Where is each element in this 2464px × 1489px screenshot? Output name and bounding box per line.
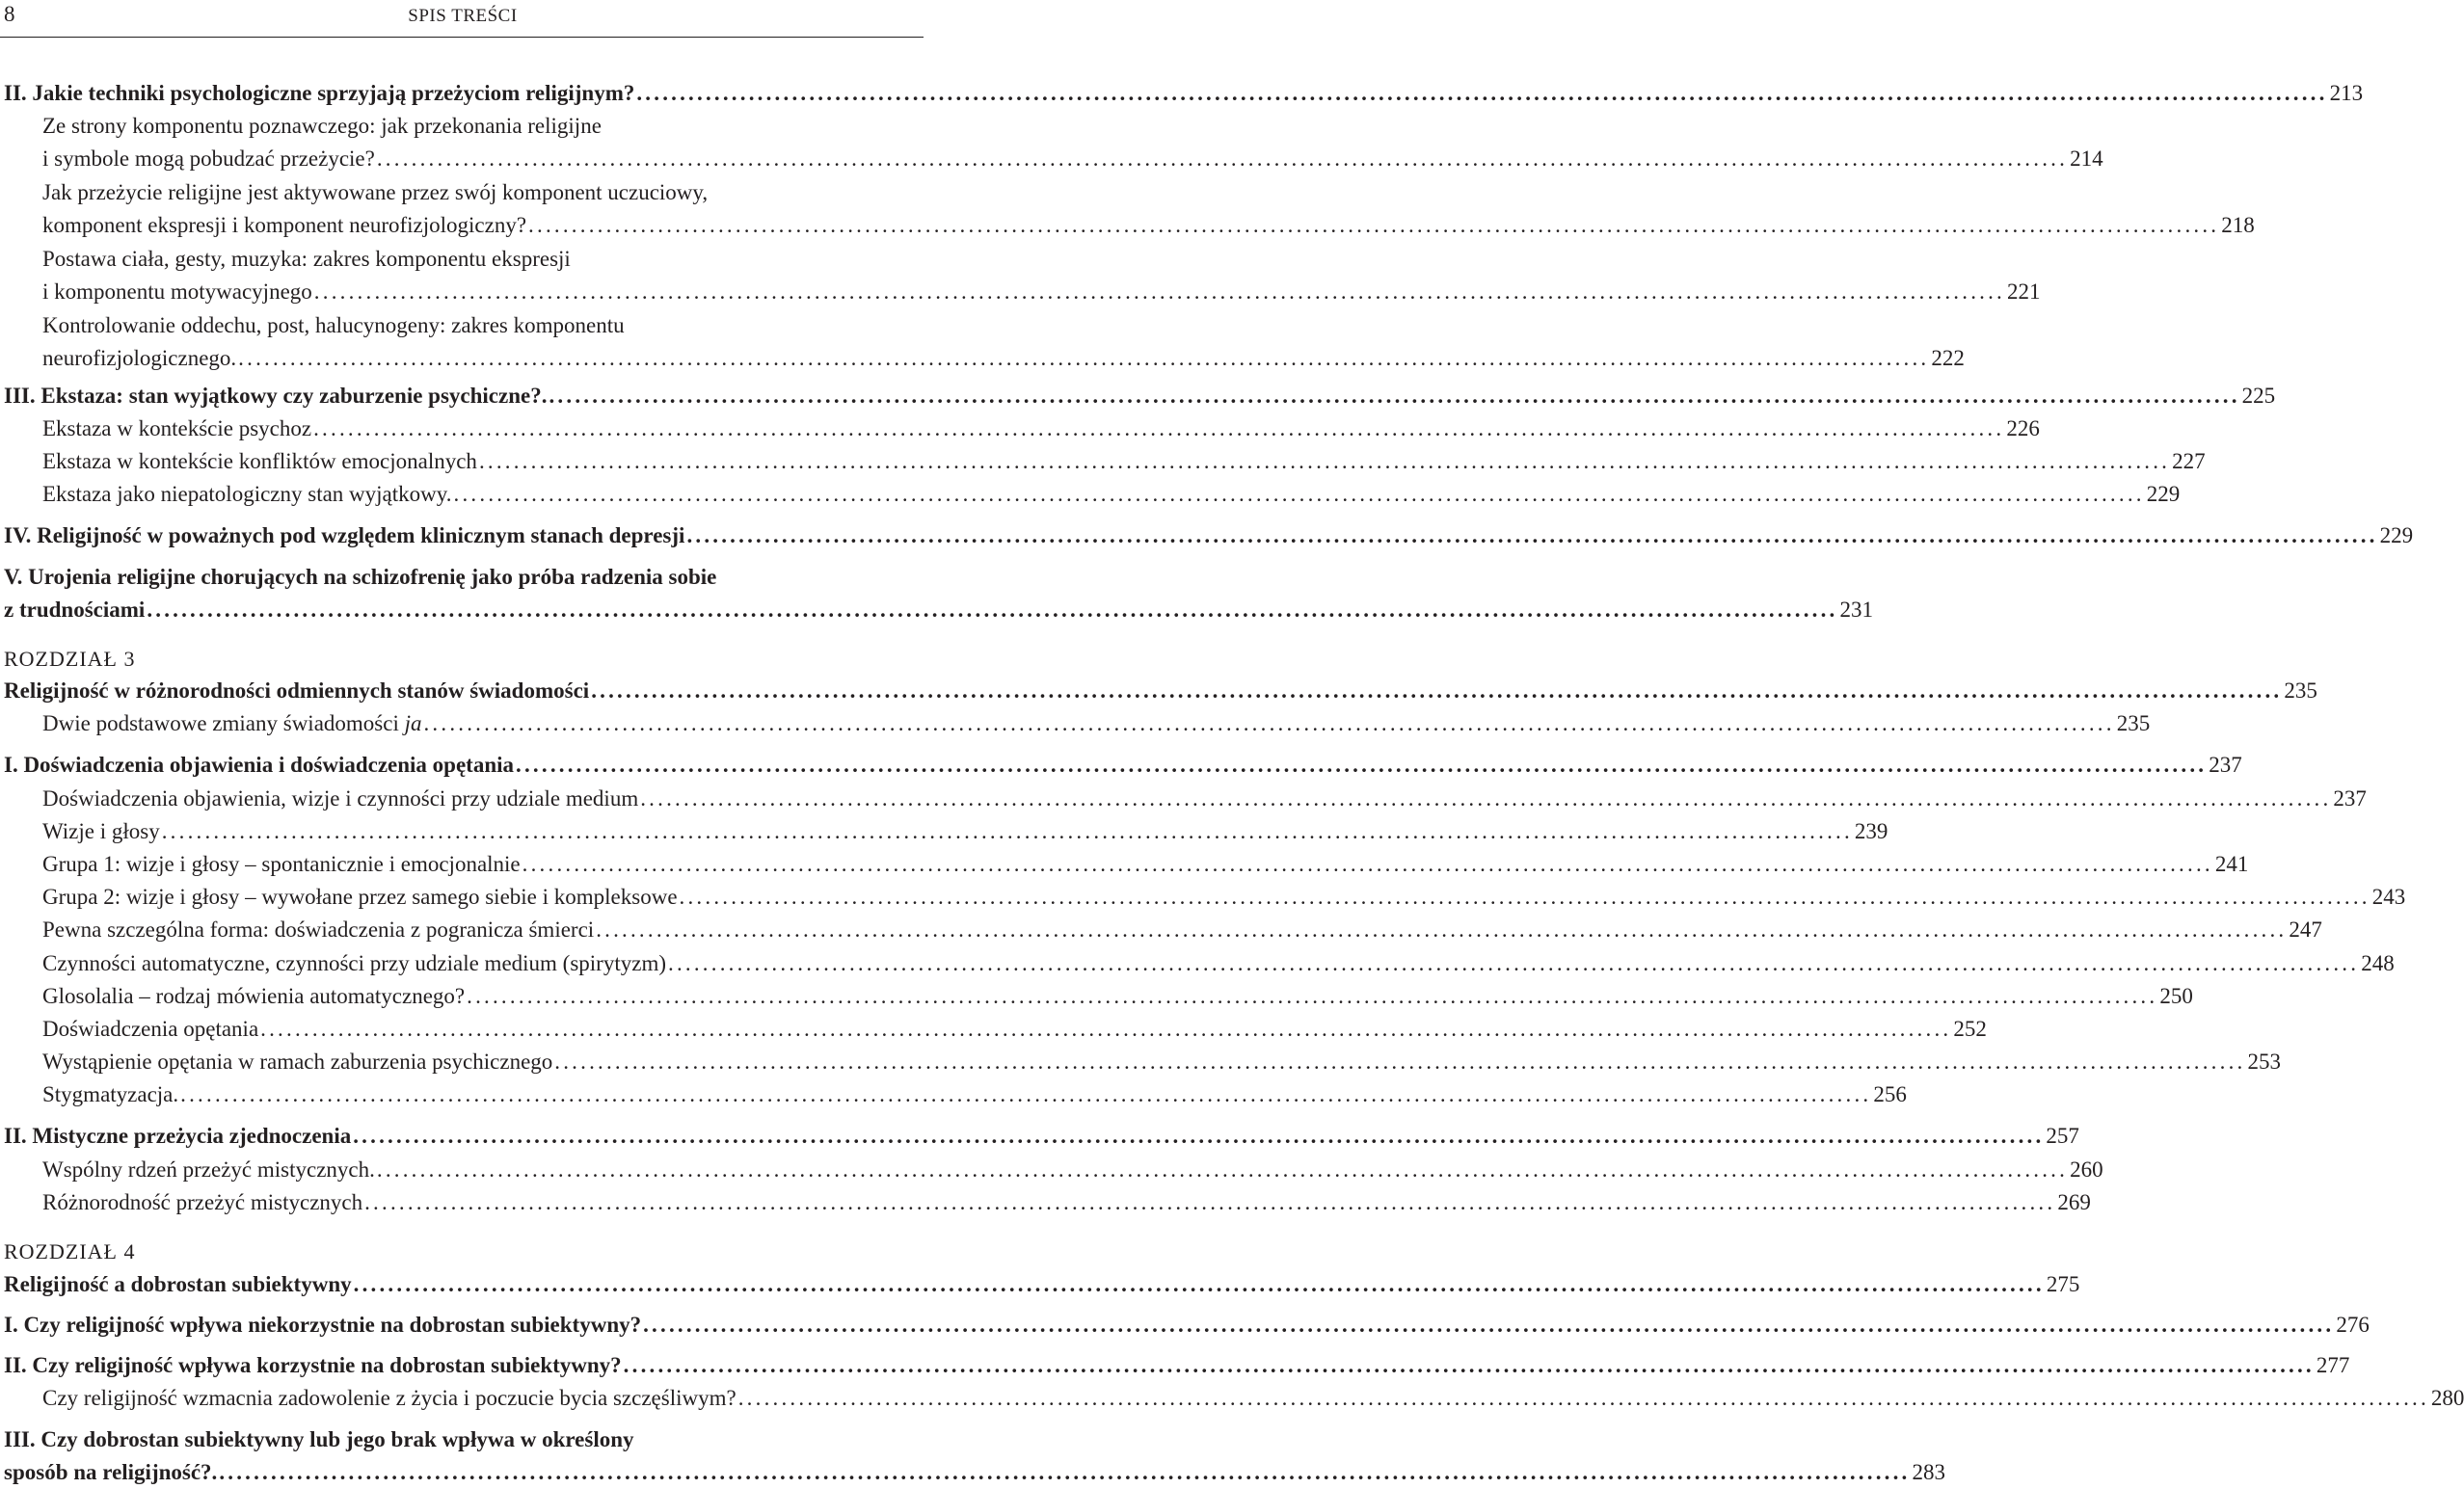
toc-subsection-entry[interactable] [0, 848, 2249, 881]
toc-subsection-entry[interactable] [0, 412, 2040, 445]
dot-leader [686, 519, 2377, 551]
toc-page-number: 252 [1953, 1017, 1987, 1041]
toc-section-entry[interactable] [0, 380, 2276, 412]
toc-section-entry[interactable] [0, 1120, 2079, 1153]
toc-page-number: 280 [2430, 1386, 2464, 1410]
toc-entry-title: Glosolalia – rodzaj mówienia automatycznego? [42, 984, 466, 1008]
toc-entry-title: Wystąpienie opętania w ramach zaburzenia psychicznego [42, 1050, 553, 1074]
toc-section-entry[interactable] [0, 1268, 2080, 1301]
dot-leader [554, 1046, 2245, 1077]
toc-page-number: 247 [2289, 917, 2322, 942]
toc-subsection-entry[interactable] [0, 478, 2181, 511]
toc-entry-title: Doświadczenia objawienia, wizje i czynności przy udziale medium [42, 786, 639, 811]
toc-page-number: 283 [1912, 1460, 1946, 1484]
toc-entry-row [42, 342, 1965, 375]
toc-entry-title: Wspólny rdzeń przeżyć mistycznych. [42, 1157, 375, 1182]
toc-entry-title: z trudnościami [4, 598, 146, 622]
toc-entry-row [42, 1046, 2281, 1078]
toc-entry-row [42, 209, 2255, 242]
toc-entry-title: i symbole mogą pobudzać przeżycie? [42, 146, 375, 171]
toc-entry-title-line: Ze strony komponentu poznawczego: jak przekonania religijne [42, 114, 602, 138]
dot-leader [596, 914, 2287, 945]
dot-leader [624, 1349, 2315, 1381]
toc-page-number: 275 [2046, 1272, 2080, 1296]
toc-page-number: 235 [2284, 678, 2317, 703]
dot-leader [549, 380, 2239, 412]
toc-section-entry[interactable] [0, 1349, 2350, 1382]
toc-entry-title: Ekstaza w kontekście psychoz [42, 416, 312, 440]
toc-entry-title-line: Kontrolowanie oddechu, post, halucynogeny: zakres komponentu [42, 313, 625, 337]
toc-entry-title: III. Ekstaza: stan wyjątkowy czy zaburzenie psychiczne?. [4, 384, 548, 408]
dot-leader [354, 1268, 2045, 1300]
toc-page-number: 248 [2361, 951, 2395, 975]
toc-page-number: 237 [2333, 786, 2367, 811]
toc-subsection-entry[interactable] [0, 1382, 2464, 1415]
dot-leader [314, 276, 2005, 307]
toc-page-number: 260 [2070, 1157, 2103, 1182]
dot-leader [180, 1078, 1871, 1110]
toc-entry-row [42, 980, 2193, 1013]
toc-subsection-entry[interactable] [0, 1046, 2281, 1078]
dot-leader [162, 815, 1853, 847]
toc-entry-title-line: V. Urojenia religijne chorujących na schizofrenię jako próba radzenia sobie [4, 565, 717, 589]
toc-entry-title: Grupa 1: wizje i głosy – spontanicznie i emocjonalnie [42, 852, 521, 876]
toc-section-entry[interactable] [0, 1423, 1946, 1489]
toc-entry-title: I. Doświadczenia objawienia i doświadczenia opętania [4, 753, 515, 777]
dot-leader [313, 412, 2004, 444]
toc-entry-row [4, 1349, 2350, 1382]
toc-page-number: 225 [2241, 384, 2276, 408]
toc-section-entry[interactable] [0, 77, 2364, 110]
toc-page-number: 269 [2057, 1190, 2091, 1214]
toc-page-number: 241 [2214, 852, 2249, 876]
dot-leader [364, 1186, 2055, 1218]
toc-entry-row [4, 1268, 2080, 1301]
toc-subsection-entry[interactable] [0, 1078, 1907, 1111]
toc-entry-title: I. Czy religijność wpływa niekorzystnie na dobrostan subiektywny? [4, 1313, 642, 1337]
toc-entry-title: II. Mistyczne przeżycia zjednoczenia [4, 1124, 352, 1148]
toc-page-number: 276 [2336, 1313, 2370, 1337]
toc-page-number: 231 [1839, 598, 1874, 622]
toc-page-number: 218 [2221, 213, 2255, 237]
toc-entry-row [4, 594, 1874, 626]
toc-entry-title: IV. Religijność w poważnych pod względem klinicznym stanach depresji [4, 523, 685, 547]
toc-page-number: 243 [2371, 885, 2406, 909]
toc-page-number: 257 [2046, 1124, 2079, 1148]
toc-subsection-entry[interactable] [0, 309, 1965, 375]
chapter-label: ROZDZIAŁ 4 [4, 1239, 136, 1263]
toc-page-number: 253 [2247, 1050, 2281, 1074]
toc-entry-title: Stygmatyzacja. [42, 1082, 179, 1106]
toc-page-number: 221 [2007, 279, 2041, 304]
toc-entry-row [42, 947, 2395, 980]
toc-entry-row [42, 143, 2103, 175]
toc-entry-title: Wizje i głosy [42, 819, 160, 843]
dot-leader [260, 1013, 1951, 1045]
toc-entry-title: Czy religijność wzmacnia zadowolenie z życia i poczucie bycia szczęśliwym? [42, 1386, 737, 1410]
toc-subsection-entry[interactable] [0, 176, 2255, 242]
toc-page-number: 222 [1931, 346, 1965, 370]
chapter-label: ROZDZIAŁ 3 [4, 647, 136, 671]
toc-section-entry[interactable] [0, 1309, 2370, 1342]
dot-leader [147, 594, 1837, 625]
toc-section-entry[interactable] [0, 749, 2242, 782]
toc-entry-row [42, 1154, 2103, 1186]
dot-leader [479, 445, 2170, 477]
toc-entry-row [42, 1186, 2091, 1219]
toc-subsection-entry[interactable] [0, 243, 2041, 308]
toc-entry-row [42, 1382, 2464, 1415]
toc-entry-title-italic: ja [404, 711, 422, 735]
toc-entry-title-line: Jak przeżycie religijne jest aktywowane przez swój komponent uczuciowy, [42, 180, 709, 204]
toc-subsection-entry[interactable] [0, 1186, 2091, 1219]
toc-entry-row [42, 478, 2181, 511]
toc-subsection-entry[interactable] [0, 1013, 1987, 1046]
toc-page-number: 239 [1854, 819, 1888, 843]
toc-page-number: 227 [2172, 449, 2206, 473]
toc-page-number: 214 [2070, 146, 2103, 171]
toc-subsection-entry[interactable] [0, 980, 2193, 1013]
toc-subsection-entry[interactable] [0, 445, 2206, 478]
dot-leader [591, 675, 2282, 706]
dot-leader [522, 848, 2213, 880]
toc-subsection-entry[interactable] [0, 914, 2322, 946]
toc-page-number: 237 [2209, 753, 2242, 777]
toc-entry-title: Grupa 2: wizje i głosy – wywołane przez samego siebie i kompleksowe [42, 885, 678, 909]
toc-subsection-entry[interactable] [0, 881, 2406, 914]
dot-leader [467, 980, 2157, 1012]
toc-entry-title: Religijność w różnorodności odmiennych stanów świadomości [4, 678, 590, 703]
dot-leader [680, 881, 2370, 913]
dot-leader [516, 749, 2207, 781]
toc-entry-row [42, 445, 2206, 478]
dot-leader [219, 1456, 1910, 1488]
toc-entry-row [4, 77, 2364, 110]
toc-subsection-entry[interactable] [0, 1154, 2103, 1186]
dot-leader [643, 1309, 2334, 1341]
toc-entry-row [42, 707, 2151, 740]
dot-leader [454, 478, 2145, 510]
toc-entry-title-line: III. Czy dobrostan subiektywny lub jego brak wpływa w określony [4, 1427, 634, 1451]
toc-entry-title: Ekstaza w kontekście konfliktów emocjonalnych [42, 449, 477, 473]
toc-section-entry[interactable] [0, 561, 1874, 626]
dot-leader [423, 707, 2114, 739]
toc-entry-row [42, 1013, 1987, 1046]
toc-entry-row [42, 412, 2040, 445]
toc-entry-row [42, 914, 2322, 946]
toc-page-number: 277 [2316, 1353, 2350, 1377]
toc-entry-title: neurofizjologicznego. [42, 346, 237, 370]
toc-entry-row [4, 519, 2414, 552]
dot-leader [528, 209, 2219, 241]
toc-entry-title: II. Czy religijność wpływa korzystnie na dobrostan subiektywny? [4, 1353, 622, 1377]
toc-page-number: 229 [2379, 523, 2414, 547]
toc-entry-title: Doświadczenia opętania [42, 1017, 259, 1041]
running-head: SPIS TREŚCI [408, 6, 518, 26]
dot-leader [377, 1154, 2068, 1185]
toc-entry-row [42, 783, 2367, 815]
toc-entry-row [4, 380, 2276, 412]
toc-subsection-entry[interactable] [0, 815, 1888, 848]
dot-leader [738, 1382, 2429, 1414]
toc-subsection-entry[interactable] [0, 707, 2151, 740]
toc-entry-title: i komponentu motywacyjnego [42, 279, 312, 304]
toc-entry-row [4, 1120, 2079, 1153]
toc-entry-row [4, 1309, 2370, 1342]
toc-entry-row [42, 276, 2041, 308]
toc-entry-title-line: Postawa ciała, gesty, muzyka: zakres komponentu ekspresji [42, 247, 571, 271]
toc-page-number: 226 [2006, 416, 2040, 440]
dot-leader [377, 143, 2068, 174]
toc-page-number: 250 [2159, 984, 2193, 1008]
toc-subsection-entry[interactable] [0, 110, 2103, 175]
dot-leader [238, 342, 1929, 374]
toc-entry-title: Ekstaza jako niepatologiczny stan wyjątkowy. [42, 482, 452, 506]
toc-section-entry[interactable] [0, 675, 2317, 707]
toc-entry-title: sposób na religijność?. [4, 1460, 218, 1484]
toc-page-number: 235 [2116, 711, 2151, 735]
dot-leader [640, 783, 2331, 814]
page-number: 8 [4, 2, 15, 26]
toc-entry-title: Czynności automatyczne, czynności przy udziale medium (spirytyzm) [42, 951, 666, 975]
toc-entry-title: Religijność a dobrostan subiektywny [4, 1272, 352, 1296]
toc-entry-row [4, 749, 2242, 782]
toc-page-number: 229 [2146, 482, 2181, 506]
toc-entry-row [4, 1456, 1946, 1489]
toc-entry-row [42, 848, 2249, 881]
toc-entry-title: II. Jakie techniki psychologiczne sprzyjają przeżyciom religijnym? [4, 81, 635, 105]
toc-entry-title: Dwie podstawowe zmiany świadomości ja [42, 711, 422, 735]
toc-page-number: 256 [1873, 1082, 1907, 1106]
dot-leader [636, 77, 2327, 109]
dot-leader [668, 947, 2359, 979]
toc-entry-row [42, 881, 2406, 914]
toc-entry-row [42, 815, 1888, 848]
toc-subsection-entry[interactable] [0, 783, 2367, 815]
dot-leader [353, 1120, 2044, 1152]
toc-subsection-entry[interactable] [0, 947, 2395, 980]
toc-entry-title: komponent ekspresji i komponent neurofizjologiczny? [42, 213, 527, 237]
toc-entry-title: Różnorodność przeżyć mistycznych [42, 1190, 363, 1214]
toc-entry-title: Pewna szczególna forma: doświadczenia z pogranicza śmierci [42, 917, 595, 942]
toc-entry-row [42, 1078, 1907, 1111]
toc-section-entry[interactable] [0, 519, 2414, 552]
toc-page-number: 213 [2329, 81, 2364, 105]
toc-entry-row [4, 675, 2317, 707]
